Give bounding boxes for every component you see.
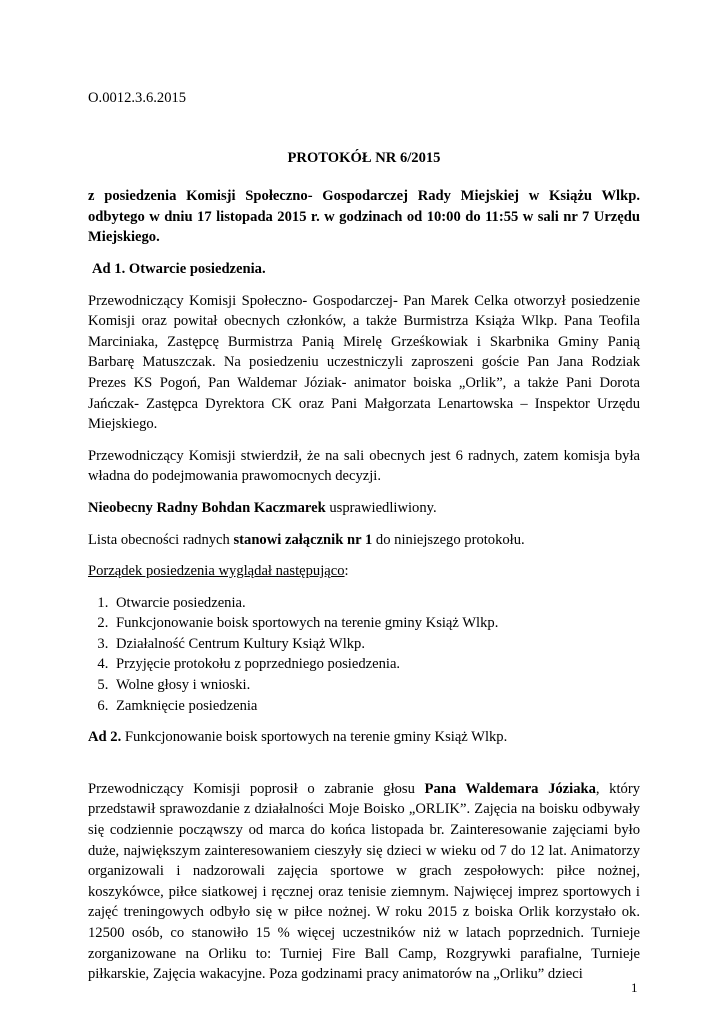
agenda-heading-line bbox=[88, 561, 640, 582]
ad2-heading-line bbox=[88, 727, 640, 748]
ad1-paragraph-opening: Przewodniczący Komisji Społeczno- Gospodarczej- Pan Marek Celka otworzył posiedzenie Komisji oraz powitał obecnych członków, a także Burmistrza Książa Wlkp. Pana Teofila Marciniaka, Zastępcę Burmistrza Panią Mirelę Grześkowiak i Skarbnika Gminy Panią Barbarę Matuszczak. Na posiedzeniu uczestniczyli zaproszeni goście Pan Jana Rodziak Prezes KS Pogoń, Pan Waldemar Józiak- animator boiska „Orlik”, a także Pani Dorota Jańczak- Zastępca Dyrektora CK oraz Pani Małgorzata Lenartowska – Inspektor Urzędu Miejskiego. bbox=[88, 292, 640, 433]
attendance-list-suffix: do niniejszego protokołu. bbox=[372, 531, 525, 548]
agenda-item: 2. Funkcjonowanie boisk sportowych na terenie gminy Książ Wlkp. bbox=[112, 613, 640, 634]
attendance-list-attachment: stanowi załącznik nr 1 bbox=[233, 531, 373, 548]
absent-councillor-line bbox=[88, 498, 640, 519]
document-reference: O.0012.3.6.2015 bbox=[88, 90, 187, 106]
ad1-paragraph-quorum: Przewodniczący Komisji stwierdził, że na sali obecnych jest 6 radnych, zatem komisja była władna do podejmowania prawomocnych decyzji. bbox=[88, 447, 640, 485]
agenda-list bbox=[88, 593, 640, 717]
page-number: 1 bbox=[631, 980, 638, 995]
absent-councillor-name: Nieobecny Radny Bohdan Kaczmarek bbox=[88, 499, 326, 516]
absent-councillor-status: usprawiedliwiony. bbox=[325, 499, 437, 516]
ad2-paragraph-prefix: Przewodniczący Komisji poprosił o zabranie głosu bbox=[88, 780, 425, 797]
ad2-label: Ad 2. bbox=[88, 729, 122, 746]
attendance-list-prefix: Lista obecności radnych bbox=[88, 531, 234, 548]
ad2-heading-text: Funkcjonowanie boisk sportowych na terenie gminy Książ Wlkp. bbox=[121, 729, 508, 746]
agenda-item: 1. Otwarcie posiedzenia. bbox=[112, 593, 640, 614]
document-body bbox=[88, 88, 640, 985]
attendance-list-line bbox=[88, 530, 640, 551]
agenda-item: 3. Działalność Centrum Kultury Książ Wlkp. bbox=[112, 634, 640, 655]
agenda-item: 4. Przyjęcie protokołu z poprzedniego posiedzenia. bbox=[112, 654, 640, 675]
agenda-heading-colon: : bbox=[344, 563, 349, 580]
agenda-item: 6. Zamknięcie posiedzenia bbox=[112, 696, 640, 717]
document-title: PROTOKÓŁ NR 6/2015 bbox=[287, 149, 441, 166]
document-subtitle: z posiedzenia Komisji Społeczno- Gospodarczej Rady Miejskiej w Książu Wlkp. odbytego w dniu 17 listopada 2015 r. w godzinach od 10:00 do 11:55 w sali nr 7 Urzędu Miejskiego. bbox=[88, 188, 640, 246]
ad2-paragraph-body: , który przedstawił sprawozdanie z działalności Moje Boisko „ORLIK”. Zajęcia na boisku odbywały się codziennie począwszy od marca do końca listopada br. Zainteresowanie zajęciami było duże, największym zainteresowaniem cieszyły się dzieci w wieku od 7 do 12 lat. Animatorzy organizowali i nadzorowali zajęcia sportowe w grach zespołowych: piłce nożnej, koszykówce, piłce siatkowej i ręcznej oraz tenisie ziemnym. Najwięcej imprez sportowych i zajęć treningowych odbyło się w piłce nożnej. W roku 2015 z boiska Orlik korzystało ok. 12500 osób, co stanowiło 15 % więcej uczestników niż w latach poprzednich. Turnieje zorganizowane na Orliku to: Turniej Fire Ball Camp, Rozgrywki parafialne, Turnieje piłkarskie, Zajęcia wakacyjne. Poza godzinami pracy animatorów na „Orliku” dzieci bbox=[88, 780, 640, 983]
ad1-heading: Ad 1. Otwarcie posiedzenia. bbox=[92, 260, 266, 277]
ad2-paragraph bbox=[88, 779, 640, 985]
agenda-heading: Porządek posiedzenia wyglądał następująco bbox=[88, 563, 345, 580]
ad2-speaker-name: Pana Waldemara Józiaka bbox=[424, 780, 596, 797]
agenda-item: 5. Wolne głosy i wnioski. bbox=[112, 675, 640, 696]
